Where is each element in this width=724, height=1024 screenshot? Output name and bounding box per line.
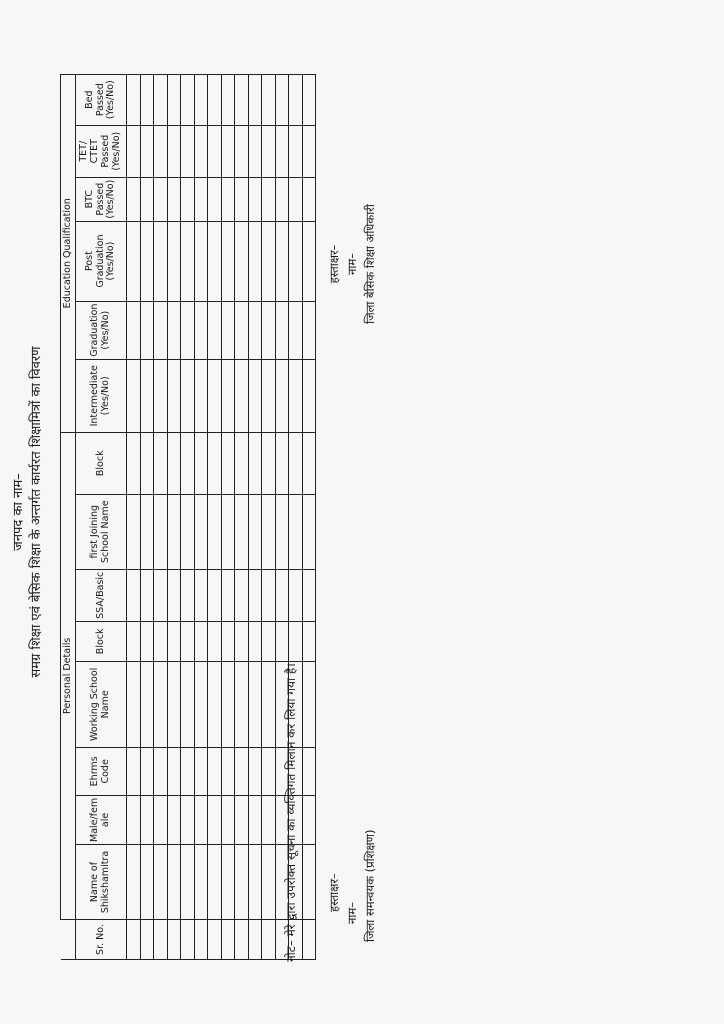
table-cell xyxy=(154,661,168,747)
table-cell xyxy=(275,432,289,494)
table-cell xyxy=(194,494,208,569)
table-cell xyxy=(127,661,141,747)
table-cell xyxy=(181,494,195,569)
table-cell xyxy=(302,432,316,494)
table-row xyxy=(140,74,154,959)
table-cell xyxy=(194,845,208,920)
table-cell xyxy=(194,569,208,621)
table-cell xyxy=(262,621,276,661)
table-cell xyxy=(181,301,195,359)
col-gender: Male/fem ale xyxy=(76,795,127,844)
col-tet-ctet-passed: TET/ CTET Passed (Yes/No) xyxy=(76,125,127,177)
table-cell xyxy=(181,845,195,920)
table-cell xyxy=(181,661,195,747)
table-cell xyxy=(181,74,195,125)
table-cell xyxy=(154,74,168,125)
table-cell xyxy=(127,747,141,795)
table-cell xyxy=(289,177,303,221)
column-header-row xyxy=(76,74,127,959)
table-cell xyxy=(127,74,141,125)
table-cell xyxy=(127,795,141,844)
table-cell xyxy=(140,359,154,432)
table-cell xyxy=(154,432,168,494)
table-cell xyxy=(262,795,276,844)
table-cell xyxy=(140,661,154,747)
table-cell xyxy=(221,177,235,221)
table-cell xyxy=(262,359,276,432)
table-cell xyxy=(248,920,262,960)
table-cell xyxy=(289,74,303,125)
table-cell xyxy=(235,301,249,359)
table-cell xyxy=(181,432,195,494)
table-cell xyxy=(262,221,276,301)
district-name-heading: जनपद का नाम– xyxy=(11,473,26,551)
table-cell xyxy=(248,795,262,844)
table-cell xyxy=(208,432,222,494)
table-cell xyxy=(167,661,181,747)
col-ssa-basic: SSA/Basic xyxy=(76,569,127,621)
table-cell xyxy=(262,920,276,960)
table-cell xyxy=(154,301,168,359)
table-cell xyxy=(194,747,208,795)
table-cell xyxy=(221,125,235,177)
table-cell xyxy=(154,747,168,795)
table-cell xyxy=(235,125,249,177)
table-cell xyxy=(167,177,181,221)
table-cell xyxy=(302,221,316,301)
table-row xyxy=(194,74,208,959)
table-cell xyxy=(208,661,222,747)
table-row xyxy=(262,74,276,959)
table-cell xyxy=(167,432,181,494)
personal-details-group: Personal Details xyxy=(61,432,76,919)
table-cell xyxy=(289,432,303,494)
table-cell xyxy=(127,569,141,621)
table-cell xyxy=(302,845,316,920)
table-cell xyxy=(154,221,168,301)
table-cell xyxy=(248,661,262,747)
table-cell xyxy=(302,569,316,621)
table-cell xyxy=(127,432,141,494)
table-cell xyxy=(221,845,235,920)
table-cell xyxy=(275,221,289,301)
table-cell xyxy=(154,125,168,177)
col-bed-passed: Bed Passed (Yes/No) xyxy=(76,74,127,125)
table-cell xyxy=(275,301,289,359)
table-cell xyxy=(140,301,154,359)
table-cell xyxy=(221,221,235,301)
table-cell xyxy=(262,494,276,569)
table-cell xyxy=(194,125,208,177)
table-cell xyxy=(275,359,289,432)
table-cell xyxy=(140,494,154,569)
table-cell xyxy=(167,494,181,569)
table-cell xyxy=(248,221,262,301)
table-cell xyxy=(302,359,316,432)
table-cell xyxy=(127,845,141,920)
table-cell xyxy=(181,747,195,795)
table-cell xyxy=(221,569,235,621)
table-cell xyxy=(248,569,262,621)
table-cell xyxy=(289,221,303,301)
table-row xyxy=(127,74,141,959)
table-cell xyxy=(194,661,208,747)
table-cell xyxy=(289,569,303,621)
table-cell xyxy=(181,920,195,960)
table-cell xyxy=(208,621,222,661)
table-cell xyxy=(302,747,316,795)
table-cell xyxy=(275,177,289,221)
table-cell xyxy=(235,494,249,569)
col-sr-no: Sr. No. xyxy=(76,920,127,960)
table-cell xyxy=(167,221,181,301)
table-cell xyxy=(275,74,289,125)
table-cell xyxy=(140,845,154,920)
table-cell xyxy=(194,359,208,432)
table-cell xyxy=(167,795,181,844)
table-cell xyxy=(208,125,222,177)
table-cell xyxy=(302,661,316,747)
table-cell xyxy=(127,621,141,661)
table-cell xyxy=(302,494,316,569)
table-cell xyxy=(194,74,208,125)
table-cell xyxy=(194,432,208,494)
designation-label: जिला बेसिक शिक्षा अधिकारी xyxy=(363,204,377,324)
table-cell xyxy=(140,920,154,960)
table-cell xyxy=(235,747,249,795)
name-label: नाम– xyxy=(345,902,359,924)
table-cell xyxy=(167,125,181,177)
signature-block-district-coordinator xyxy=(325,792,379,942)
table-cell xyxy=(127,221,141,301)
table-cell xyxy=(221,494,235,569)
table-cell xyxy=(235,432,249,494)
table-cell xyxy=(140,621,154,661)
table-cell xyxy=(262,74,276,125)
table-cell xyxy=(221,747,235,795)
table-cell xyxy=(289,621,303,661)
table-cell xyxy=(140,177,154,221)
table-cell xyxy=(181,621,195,661)
table-row xyxy=(221,74,235,959)
table-cell xyxy=(127,494,141,569)
table-cell xyxy=(208,359,222,432)
table-row xyxy=(181,74,195,959)
table-cell xyxy=(275,621,289,661)
table-row xyxy=(235,74,249,959)
table-cell xyxy=(140,221,154,301)
table-cell xyxy=(208,845,222,920)
verification-note: नोट– मेरे द्वारा उपरोक्त सूचना का व्यक्तिगत मिलान कर लिया गया है। xyxy=(284,663,298,962)
table-cell xyxy=(154,795,168,844)
table-cell xyxy=(208,494,222,569)
shikshamitra-details-table xyxy=(60,74,316,960)
table-cell xyxy=(221,74,235,125)
table-cell xyxy=(194,301,208,359)
table-cell xyxy=(154,621,168,661)
table-cell xyxy=(235,621,249,661)
table-cell xyxy=(248,432,262,494)
table-cell xyxy=(167,359,181,432)
table-cell xyxy=(181,221,195,301)
table-cell xyxy=(181,359,195,432)
table-cell xyxy=(221,359,235,432)
table-cell xyxy=(154,359,168,432)
table-cell xyxy=(208,221,222,301)
table-cell xyxy=(208,747,222,795)
education-qualification-group: Education Qualification xyxy=(61,74,76,432)
table-row xyxy=(154,74,168,959)
table-cell xyxy=(154,177,168,221)
table-cell xyxy=(140,125,154,177)
table-cell xyxy=(235,359,249,432)
table-cell xyxy=(208,795,222,844)
col-working-school: Working School Name xyxy=(76,661,127,747)
group-header-row xyxy=(61,74,76,959)
table-cell xyxy=(235,74,249,125)
table-cell xyxy=(302,74,316,125)
table-row xyxy=(302,74,316,959)
table-cell xyxy=(275,569,289,621)
table-cell xyxy=(140,569,154,621)
table-cell xyxy=(194,795,208,844)
table-cell xyxy=(127,920,141,960)
signature-block-bsa xyxy=(325,164,379,364)
table-cell xyxy=(235,795,249,844)
table-cell xyxy=(154,494,168,569)
col-block: Block xyxy=(76,621,127,661)
col-first-joining-school: first Joining School Name xyxy=(76,494,127,569)
table-cell xyxy=(302,177,316,221)
col-joining-block: Block xyxy=(76,432,127,494)
table-cell xyxy=(262,747,276,795)
table-cell xyxy=(167,845,181,920)
table-cell xyxy=(154,569,168,621)
table-cell xyxy=(289,301,303,359)
table-cell xyxy=(221,432,235,494)
table-cell xyxy=(208,301,222,359)
table-cell xyxy=(208,177,222,221)
table-cell xyxy=(221,661,235,747)
table-cell xyxy=(248,845,262,920)
table-cell xyxy=(181,177,195,221)
table-cell xyxy=(167,569,181,621)
table-cell xyxy=(262,845,276,920)
table-cell xyxy=(248,301,262,359)
table-cell xyxy=(140,74,154,125)
table-cell xyxy=(262,301,276,359)
table-cell xyxy=(248,747,262,795)
table-cell xyxy=(127,301,141,359)
table-cell xyxy=(181,795,195,844)
table-cell xyxy=(208,74,222,125)
form-title: समग्र शिक्षा एवं बेसिक शिक्षा के अन्तर्गत कार्यरत शिक्षामित्रों का विवरण xyxy=(29,346,44,678)
table-cell xyxy=(208,569,222,621)
table-cell xyxy=(302,621,316,661)
table-cell xyxy=(235,221,249,301)
table-cell xyxy=(140,795,154,844)
table-cell xyxy=(248,74,262,125)
table-cell xyxy=(221,795,235,844)
table-cell xyxy=(275,125,289,177)
table-cell xyxy=(248,621,262,661)
table-cell xyxy=(167,301,181,359)
table-cell xyxy=(194,221,208,301)
table-cell xyxy=(194,920,208,960)
table-cell xyxy=(248,359,262,432)
table-row xyxy=(208,74,222,959)
designation-label: जिला समन्वयक (प्रशिक्षण) xyxy=(363,829,377,942)
table-cell xyxy=(235,845,249,920)
table-cell xyxy=(235,661,249,747)
col-btc-passed: BTC Passed (Yes/No) xyxy=(76,177,127,221)
table-cell xyxy=(302,125,316,177)
table-cell xyxy=(221,920,235,960)
table-cell xyxy=(262,177,276,221)
table-cell xyxy=(262,432,276,494)
col-ehrms-code: Ehrms Code xyxy=(76,747,127,795)
table-cell xyxy=(262,569,276,621)
table-cell xyxy=(181,125,195,177)
table-cell xyxy=(302,920,316,960)
table-cell xyxy=(235,920,249,960)
table-cell xyxy=(262,661,276,747)
table-cell xyxy=(140,747,154,795)
table-cell xyxy=(289,125,303,177)
table-cell xyxy=(262,125,276,177)
table-cell xyxy=(127,359,141,432)
table-cell xyxy=(235,177,249,221)
table-cell xyxy=(221,301,235,359)
col-intermediate: Intermediate (Yes/No) xyxy=(76,359,127,432)
table-cell xyxy=(221,621,235,661)
col-name: Name of Shikshamitra xyxy=(76,845,127,920)
table-cell xyxy=(154,920,168,960)
table-cell xyxy=(248,125,262,177)
table-cell xyxy=(248,177,262,221)
table-cell xyxy=(181,569,195,621)
table-cell xyxy=(167,747,181,795)
table-cell xyxy=(289,494,303,569)
table-row xyxy=(167,74,181,959)
table-cell xyxy=(167,74,181,125)
table-cell xyxy=(194,177,208,221)
table-cell xyxy=(235,569,249,621)
signature-label: हस्ताक्षर– xyxy=(327,244,341,284)
table-cell xyxy=(154,845,168,920)
table-cell xyxy=(127,177,141,221)
table-cell xyxy=(289,359,303,432)
table-cell xyxy=(194,621,208,661)
table-cell xyxy=(248,494,262,569)
table-cell xyxy=(127,125,141,177)
col-post-graduation: Post Graduation (Yes/No) xyxy=(76,221,127,301)
table-cell xyxy=(302,795,316,844)
col-graduation: Graduation (Yes/No) xyxy=(76,301,127,359)
table-row xyxy=(248,74,262,959)
table-cell xyxy=(140,432,154,494)
table-cell xyxy=(208,920,222,960)
table-cell xyxy=(302,301,316,359)
signature-label: हस्ताक्षर– xyxy=(327,873,341,912)
table-cell xyxy=(275,494,289,569)
table-cell xyxy=(167,621,181,661)
table-cell xyxy=(167,920,181,960)
name-label: नाम– xyxy=(345,253,359,275)
